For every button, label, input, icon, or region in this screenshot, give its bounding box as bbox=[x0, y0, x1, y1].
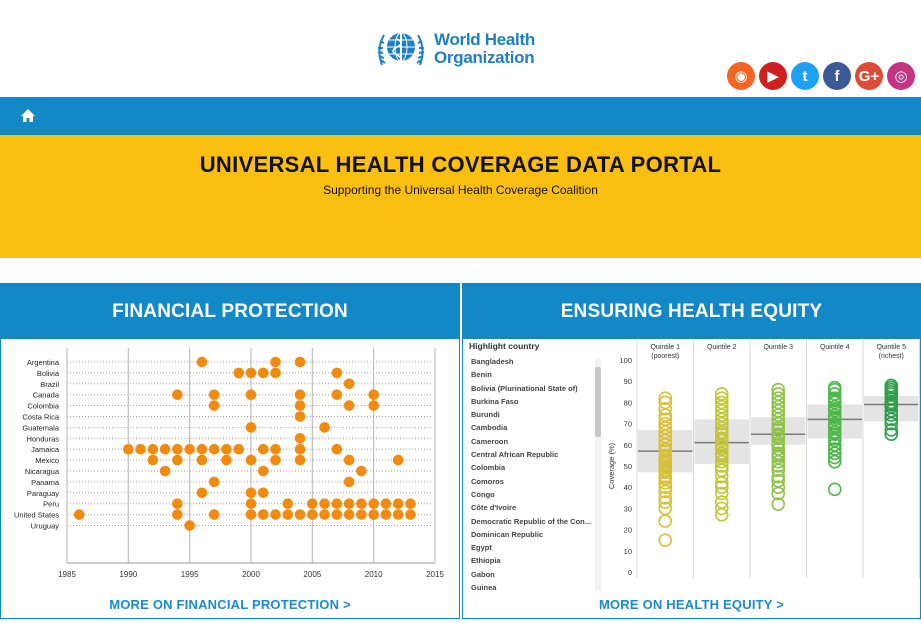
page-title: UNIVERSAL HEALTH COVERAGE DATA PORTAL bbox=[199, 152, 722, 177]
data-point bbox=[356, 509, 367, 520]
data-point bbox=[233, 444, 244, 455]
facebook-icon[interactable]: f bbox=[823, 62, 851, 90]
quintile-label: Quintile 4 bbox=[819, 344, 850, 351]
country-list-item[interactable]: Democratic Republic of the Con... bbox=[471, 516, 592, 526]
data-point bbox=[659, 515, 671, 527]
country-list-item[interactable]: Bolivia (Plurinational State of) bbox=[471, 383, 578, 393]
country-list-scrollbar[interactable] bbox=[595, 359, 601, 591]
data-point bbox=[197, 455, 208, 466]
data-point bbox=[319, 509, 330, 520]
country-label: Costa Rica bbox=[22, 412, 59, 422]
data-point bbox=[283, 498, 294, 509]
x-tick-label: 1985 bbox=[58, 570, 76, 579]
data-point bbox=[829, 483, 841, 495]
data-point bbox=[344, 400, 355, 411]
data-point bbox=[197, 444, 208, 455]
quintile-label: Quintile 1 bbox=[650, 344, 681, 351]
country-label: Nicaragua bbox=[24, 467, 59, 476]
data-point bbox=[405, 498, 416, 509]
data-point bbox=[283, 509, 294, 520]
data-point bbox=[197, 357, 208, 368]
country-label: Canada bbox=[32, 390, 59, 400]
y-tick-label: 80 bbox=[623, 398, 632, 408]
country-label: Jamaica bbox=[31, 445, 59, 455]
logo-line-1: World Health bbox=[434, 30, 535, 49]
data-point bbox=[368, 389, 379, 400]
data-point bbox=[295, 357, 306, 368]
country-list-item[interactable]: Benin bbox=[471, 370, 492, 380]
data-point bbox=[332, 444, 343, 455]
data-point bbox=[344, 379, 355, 390]
y-tick-label: 10 bbox=[623, 546, 632, 556]
data-point bbox=[381, 509, 392, 520]
country-list-item[interactable]: Cameroon bbox=[471, 436, 509, 446]
data-point bbox=[246, 389, 257, 400]
data-point bbox=[246, 455, 257, 466]
data-point bbox=[659, 534, 671, 546]
data-point bbox=[307, 509, 318, 520]
country-label: Argentina bbox=[26, 358, 59, 367]
data-point bbox=[405, 509, 416, 520]
country-list-item[interactable]: Burkina Faso bbox=[471, 396, 519, 406]
country-label: Honduras bbox=[26, 434, 59, 444]
data-point bbox=[393, 498, 404, 509]
data-point bbox=[123, 444, 134, 455]
data-point bbox=[160, 444, 171, 455]
data-point bbox=[295, 400, 306, 411]
nav-bar bbox=[0, 97, 921, 135]
y-axis-label: Coverage (%) bbox=[607, 442, 616, 490]
y-tick-label: 70 bbox=[623, 419, 632, 429]
health-equity-heading: ENSURING HEALTH EQUITY bbox=[463, 284, 920, 339]
data-point bbox=[344, 509, 355, 520]
data-point bbox=[393, 509, 404, 520]
who-emblem-icon bbox=[374, 25, 428, 73]
data-point bbox=[246, 488, 257, 499]
data-point bbox=[319, 422, 330, 433]
who-logo[interactable] bbox=[374, 25, 535, 73]
financial-protection-panel bbox=[0, 283, 460, 619]
country-list-item[interactable]: Congo bbox=[471, 489, 495, 499]
data-point bbox=[160, 466, 171, 477]
data-point bbox=[246, 498, 257, 509]
country-label: United States bbox=[13, 510, 59, 520]
country-list-item[interactable]: Egypt bbox=[471, 543, 492, 553]
country-label: Bolivia bbox=[36, 368, 59, 378]
x-tick-label: 2010 bbox=[364, 570, 383, 579]
data-point bbox=[368, 498, 379, 509]
data-point bbox=[258, 368, 269, 379]
y-tick-label: 50 bbox=[623, 462, 632, 471]
data-point bbox=[332, 389, 343, 400]
data-point bbox=[258, 444, 269, 455]
data-point bbox=[332, 509, 343, 520]
country-label: Peru bbox=[43, 499, 59, 509]
site-header bbox=[0, 0, 921, 97]
data-point bbox=[148, 444, 159, 455]
data-point bbox=[319, 498, 330, 509]
data-point bbox=[74, 509, 85, 520]
data-point bbox=[368, 509, 379, 520]
x-tick-label: 1990 bbox=[119, 570, 138, 579]
highlight-country-title: Highlight country bbox=[469, 341, 540, 351]
data-point bbox=[270, 368, 281, 379]
data-point bbox=[258, 488, 269, 499]
data-point bbox=[172, 389, 183, 400]
y-tick-label: 60 bbox=[623, 440, 632, 450]
country-label: Panama bbox=[31, 477, 59, 487]
country-label: Paraguay bbox=[26, 488, 59, 498]
data-point bbox=[246, 368, 257, 379]
x-tick-label: 2000 bbox=[242, 570, 260, 579]
data-point bbox=[172, 498, 183, 509]
logo-line-2: Organization bbox=[434, 48, 535, 67]
data-point bbox=[209, 400, 220, 411]
country-list-item[interactable]: Colombia bbox=[471, 463, 506, 473]
y-tick-label: 90 bbox=[623, 377, 632, 387]
y-tick-label: 40 bbox=[623, 483, 632, 493]
country-list-item[interactable]: Gabon bbox=[471, 569, 495, 579]
country-list-item[interactable]: Guinea bbox=[471, 583, 497, 591]
country-label: Guatemala bbox=[22, 423, 59, 433]
data-point bbox=[258, 466, 269, 477]
financial-protection-chart bbox=[1, 340, 459, 585]
data-point bbox=[332, 368, 343, 379]
quintile-label: Quintile 3 bbox=[763, 344, 794, 351]
data-point bbox=[172, 455, 183, 466]
data-point bbox=[233, 368, 244, 379]
country-list-item[interactable]: Ethiopia bbox=[471, 556, 501, 566]
data-point bbox=[246, 509, 257, 520]
quintile-label: Quintile 2 bbox=[706, 344, 737, 351]
country-label: Brazil bbox=[40, 379, 59, 389]
data-point bbox=[344, 477, 355, 488]
googleplus-icon[interactable]: G+ bbox=[855, 62, 883, 90]
quintile-label: Quintile 5 bbox=[876, 344, 907, 351]
data-point bbox=[270, 509, 281, 520]
country-label: Mexico bbox=[35, 456, 59, 466]
data-point bbox=[295, 455, 306, 466]
y-tick-label: 20 bbox=[623, 525, 632, 535]
data-point bbox=[356, 498, 367, 509]
more-health-equity-link[interactable]: MORE ON HEALTH EQUITY > bbox=[598, 597, 785, 612]
quintile-label: (poorest) bbox=[651, 353, 680, 360]
data-point bbox=[368, 400, 379, 411]
data-point bbox=[295, 444, 306, 455]
data-point bbox=[246, 422, 257, 433]
data-point bbox=[344, 455, 355, 466]
data-point bbox=[221, 444, 232, 455]
data-point bbox=[270, 444, 281, 455]
country-label: Colombia bbox=[27, 401, 59, 411]
country-list-item[interactable]: Comoros bbox=[471, 476, 504, 486]
data-point bbox=[295, 389, 306, 400]
country-list-item[interactable]: Burundi bbox=[471, 410, 500, 420]
data-point bbox=[258, 509, 269, 520]
rss-icon[interactable]: ◉ bbox=[727, 62, 755, 90]
highlight-country-list[interactable] bbox=[465, 341, 601, 591]
financial-protection-heading: FINANCIAL PROTECTION bbox=[1, 284, 459, 339]
page-subtitle: Supporting the Universal Health Coverage Coalition bbox=[323, 183, 598, 197]
data-point bbox=[295, 509, 306, 520]
data-point bbox=[209, 389, 220, 400]
country-label: Uruguay bbox=[30, 521, 59, 531]
y-tick-label: 30 bbox=[623, 504, 632, 514]
data-point bbox=[393, 455, 404, 466]
data-point bbox=[332, 498, 343, 509]
social-links bbox=[723, 62, 915, 90]
data-point bbox=[135, 444, 146, 455]
country-list-item[interactable]: Dominican Republic bbox=[471, 529, 544, 539]
data-point bbox=[184, 520, 195, 531]
country-list-item[interactable]: Central African Republic bbox=[471, 450, 559, 460]
y-tick-label: 100 bbox=[619, 356, 632, 365]
y-tick-label: 0 bbox=[627, 568, 632, 577]
quintile-label: (richest) bbox=[878, 353, 904, 360]
data-point bbox=[344, 498, 355, 509]
data-point bbox=[307, 498, 318, 509]
youtube-icon[interactable]: ▶ bbox=[759, 62, 787, 90]
banner bbox=[0, 135, 921, 258]
data-point bbox=[172, 509, 183, 520]
scrollbar-thumb[interactable] bbox=[595, 367, 601, 437]
data-point bbox=[209, 509, 220, 520]
data-point bbox=[197, 488, 208, 499]
x-tick-label: 2015 bbox=[426, 570, 444, 579]
country-list-item[interactable]: Cambodia bbox=[471, 423, 508, 433]
data-point bbox=[221, 455, 232, 466]
data-point bbox=[295, 433, 306, 444]
twitter-icon[interactable]: t bbox=[791, 62, 819, 90]
home-icon[interactable] bbox=[20, 108, 36, 124]
data-point bbox=[295, 411, 306, 422]
country-list-item[interactable]: Côte d'Ivoire bbox=[471, 503, 517, 513]
data-point bbox=[172, 444, 183, 455]
data-point bbox=[184, 444, 195, 455]
country-list-item[interactable]: Bangladesh bbox=[471, 357, 514, 366]
instagram-icon[interactable]: ◎ bbox=[887, 62, 915, 90]
data-point bbox=[381, 498, 392, 509]
data-point bbox=[270, 357, 281, 368]
data-point bbox=[209, 477, 220, 488]
health-equity-chart bbox=[602, 340, 920, 590]
more-financial-protection-link[interactable]: MORE ON FINANCIAL PROTECTION > bbox=[109, 597, 351, 612]
data-point bbox=[270, 455, 281, 466]
data-point bbox=[148, 455, 159, 466]
data-point bbox=[356, 466, 367, 477]
health-equity-panel bbox=[462, 283, 921, 619]
x-tick-label: 2005 bbox=[303, 570, 322, 579]
x-tick-label: 1995 bbox=[180, 570, 199, 579]
data-point bbox=[209, 444, 220, 455]
